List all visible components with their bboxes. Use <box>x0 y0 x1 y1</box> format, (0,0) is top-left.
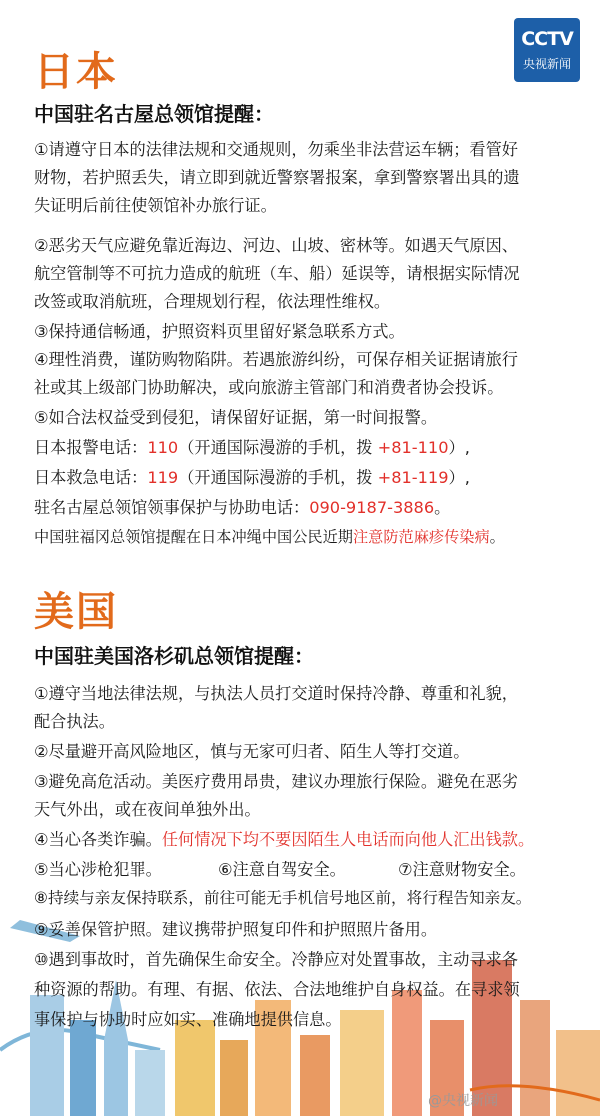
japan-police-phone <box>34 434 470 458</box>
ambulance-number: 119 <box>147 468 179 487</box>
consulate-number: 090-9187-3886 <box>309 498 435 517</box>
police-note-end: ）, <box>448 438 470 457</box>
consulate-label: 驻名古屋总领馆领事保护与协助电话： <box>34 498 310 517</box>
japan-line: 财物，若护照丢失，请立即到就近警察署报案，拿到警察署出具的遗 <box>34 168 520 187</box>
cctv-logo-text: CCTV <box>521 28 573 50</box>
japan-line: ④理性消费，谨防购物陷阱。若遇旅游纠纷，可保存相关证据请旅行 <box>34 350 518 369</box>
japan-ambulance-phone <box>34 464 470 488</box>
police-label: 日本报警电话： <box>34 438 148 457</box>
usa-line: 事保护与协助时应如实、准确地提供信息。 <box>34 1010 342 1029</box>
police-number: 110 <box>147 438 179 457</box>
usa-line: 种资源的帮助。有理、有据、依法、合法地维护自身权益。在寻求领 <box>34 980 520 999</box>
ambulance-note-end: ）, <box>448 468 470 487</box>
usa-line: ⑧持续与亲友保持联系，前往可能无手机信号地区前，将行程告知亲友。 <box>34 889 532 907</box>
ambulance-note: （开通国际漫游的手机，拨 <box>178 468 378 487</box>
section-title-japan: 日本 <box>34 48 118 95</box>
fraud-warning-text: 任何情况下均不要因陌生人电话而向他人汇出钱款。 <box>161 830 535 849</box>
japan-line: 改签或取消航班，合理规划行程，依法理性维权。 <box>34 292 391 311</box>
usa-fraud-warning <box>34 826 534 850</box>
ambulance-intl-number: +81-119 <box>377 468 449 487</box>
usa-line: ②尽量避开高风险地区，慎与无家可归者、陌生人等打交道。 <box>34 742 470 761</box>
ambulance-label: 日本救急电话： <box>34 468 148 487</box>
usa-line: ⑨妥善保管护照。建议携带护照复印件和护照照片备用。 <box>34 920 438 939</box>
weibo-watermark: @央视新闻 <box>428 1093 498 1109</box>
cctv-news-logo <box>514 18 580 82</box>
japan-line: 失证明后前往使领馆补办旅行证。 <box>34 196 277 215</box>
japan-line: ⑤如合法权益受到侵犯，请保留好证据，第一时间报警。 <box>34 408 438 427</box>
japan-line: ①请遵守日本的法律法规和交通规则，勿乘坐非法营运车辆；看管好 <box>34 140 518 159</box>
police-intl-number: +81-110 <box>377 438 449 457</box>
japan-line: 社或其上级部门协助解决，或向旅游主管部门和消费者协会投诉。 <box>34 378 504 397</box>
japan-consulate-heading: 中国驻名古屋总领馆提醒： <box>34 102 274 126</box>
usa-line: ⑩遇到事故时，首先确保生命安全。冷静应对处置事故，主动寻求各 <box>34 950 518 969</box>
consulate-end: 。 <box>434 498 451 517</box>
police-note: （开通国际漫游的手机，拨 <box>178 438 378 457</box>
fukuoka-end: 。 <box>489 528 505 546</box>
japan-line: 航空管制等不可抗力造成的航班（车、船）延误等，请根据实际情况 <box>34 264 520 283</box>
usa-line: 天气外出，或在夜间单独外出。 <box>34 800 261 819</box>
fukuoka-text: 中国驻福冈总领馆提醒在日本冲绳中国公民近期 <box>34 528 353 546</box>
usa-tip-6: ⑥注意自驾安全。 <box>218 860 346 879</box>
usa-tip-5: ⑤当心涉枪犯罪。 <box>34 860 162 879</box>
consulate-phone <box>34 494 450 518</box>
usa-tip-7: ⑦注意财物安全。 <box>398 860 526 879</box>
fukuoka-notice <box>34 526 505 547</box>
usa-line: ①遵守当地法律法规，与执法人员打交道时保持冷静、尊重和礼貌， <box>34 684 518 703</box>
japan-line: ③保持通信畅通，护照资料页里留好紧急联系方式。 <box>34 322 405 341</box>
usa-line: ③避免高危活动。美医疗费用昂贵，建议办理旅行保险。避免在恶劣 <box>34 772 518 791</box>
fukuoka-warning: 注意防范麻疹传染病 <box>352 528 490 546</box>
usa-consulate-heading: 中国驻美国洛杉矶总领馆提醒： <box>34 644 314 668</box>
japan-line: ②恶劣天气应避免靠近海边、河边、山坡、密林等。如遇天气原因、 <box>34 236 518 255</box>
usa-line: 配合执法。 <box>34 712 115 731</box>
fraud-prefix: ④当心各类诈骗。 <box>34 830 162 849</box>
section-title-usa: 美国 <box>34 588 118 635</box>
cctv-logo-subtext: 央视新闻 <box>522 57 571 71</box>
